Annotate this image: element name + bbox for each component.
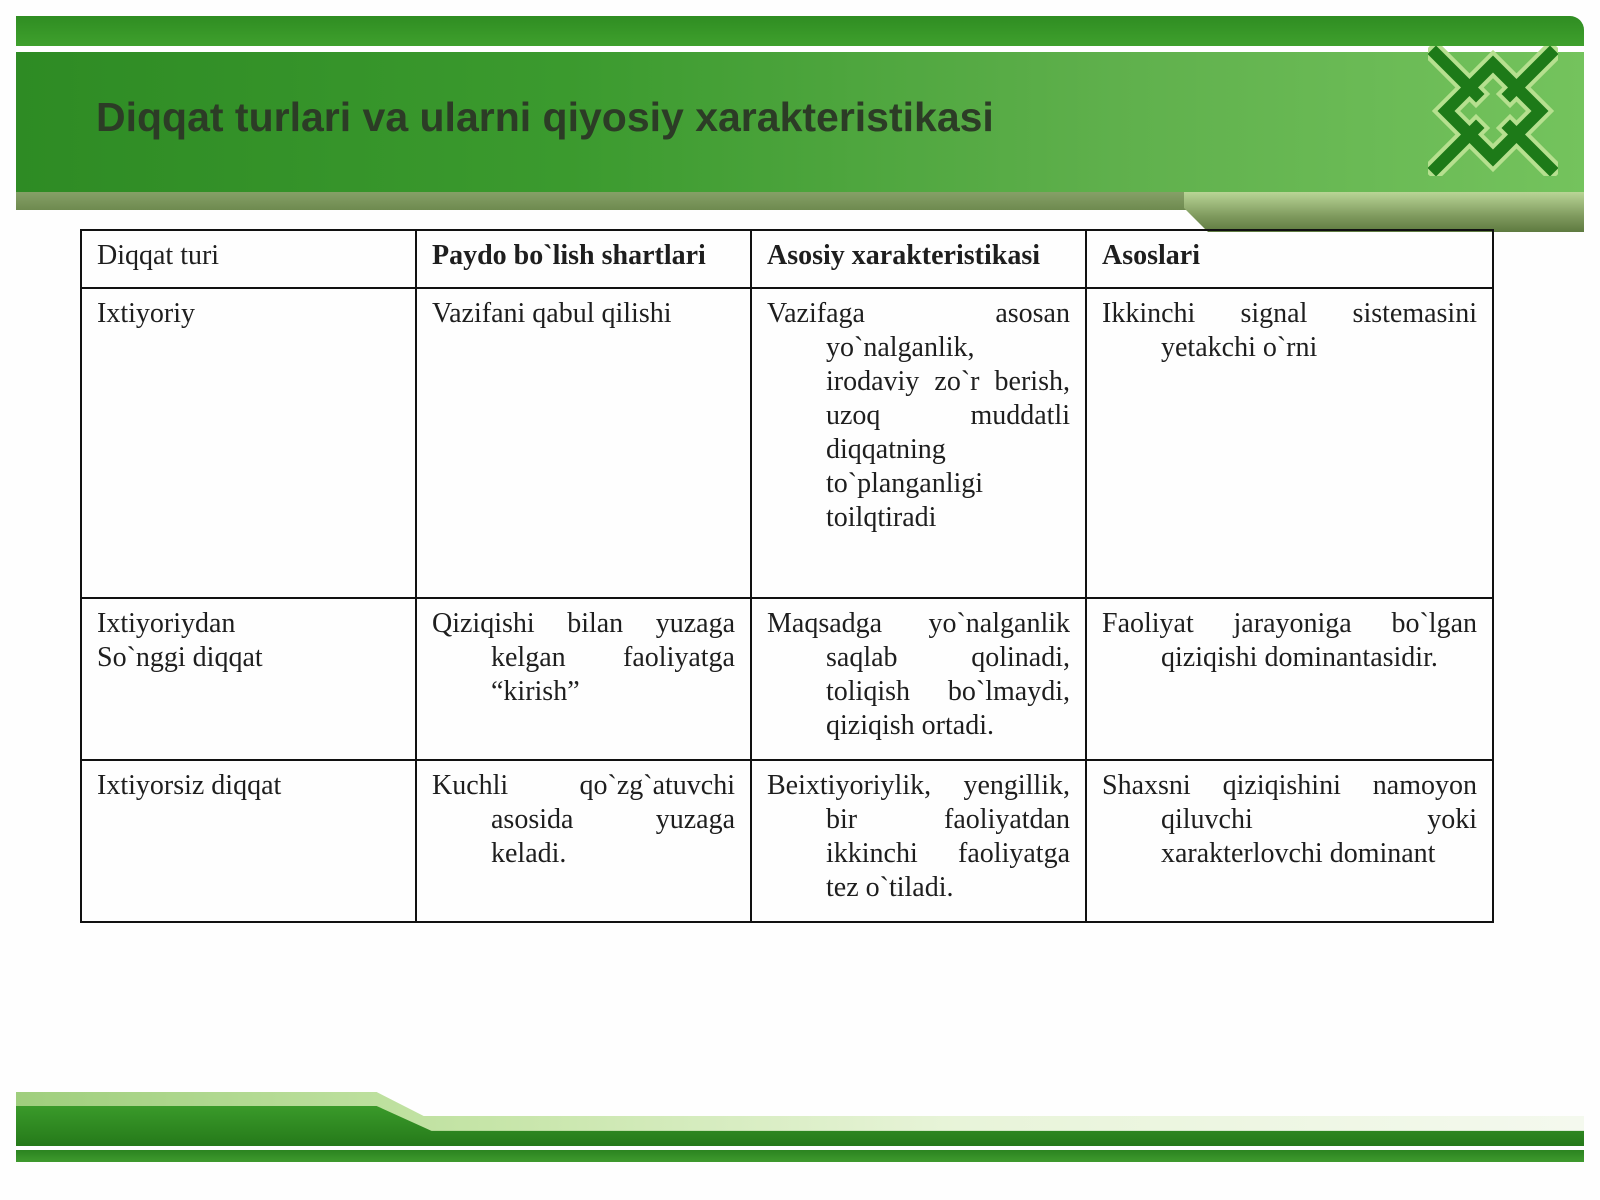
table-cell-attention-type bbox=[81, 760, 416, 922]
cell-text: Ikkinchi signal sistemasini yetakchi o`rni bbox=[1102, 298, 1477, 363]
interlaced-square-knot-icon bbox=[1428, 46, 1558, 176]
table-row bbox=[81, 288, 1493, 598]
table-cell-attention-type bbox=[81, 288, 416, 598]
table-cell-characteristics bbox=[751, 288, 1086, 598]
table-row bbox=[81, 598, 1493, 760]
column-header-attention-type: Diqqat turi bbox=[81, 230, 416, 288]
cell-text: Beixtiyoriylik, yengillik, bir faoliyatdan ikkinchi faoliyatga tez o`tiladi. bbox=[767, 770, 1070, 903]
cell-text: Maqsadga yo`nalganlik saqlab qolinadi, toliqish bo`lmaydi, qiziqish ortadi. bbox=[767, 608, 1070, 741]
footer-banner bbox=[16, 1092, 1584, 1172]
header-top-stripe bbox=[16, 16, 1584, 46]
table-cell-conditions bbox=[416, 760, 751, 922]
slide-title: Diqqat turlari va ularni qiyosiy xarakteristikasi bbox=[96, 94, 994, 140]
table-cell-foundations bbox=[1086, 288, 1493, 598]
table-header-row bbox=[81, 230, 1493, 288]
header-banner bbox=[16, 16, 1584, 216]
table-cell-conditions bbox=[416, 288, 751, 598]
footer-bottom-stripe bbox=[16, 1150, 1584, 1162]
table-cell-foundations bbox=[1086, 598, 1493, 760]
cell-text: Vazifaga asosan yo`nalganlik, irodaviy zo`r berish, uzoq muddatli diqqatning to`planganligi toilqtiradi bbox=[767, 298, 1070, 533]
cell-text: Kuchli qo`zg`atuvchi asosida yuzaga keladi. bbox=[432, 770, 735, 869]
cell-text: Faoliyat jarayoniga bo`lgan qiziqishi dominantasidir. bbox=[1102, 608, 1477, 673]
table-cell-conditions bbox=[416, 598, 751, 760]
table-cell-characteristics bbox=[751, 760, 1086, 922]
column-header-conditions: Paydo bo`lish shartlari bbox=[416, 230, 751, 288]
comparison-table bbox=[80, 229, 1494, 923]
comparison-table-container bbox=[80, 229, 1492, 923]
cell-text: Vazifani qabul qilishi bbox=[432, 298, 672, 329]
column-header-characteristics: Asosiy xarakteristikasi bbox=[751, 230, 1086, 288]
header-accent-lip bbox=[1184, 192, 1584, 232]
table-cell-attention-type bbox=[81, 598, 416, 760]
table-row bbox=[81, 760, 1493, 922]
cell-text: Shaxsni qiziqishini namoyon qiluvchi yoki xarakterlovchi dominant bbox=[1102, 770, 1477, 869]
table-cell-foundations bbox=[1086, 760, 1493, 922]
cell-text: Qiziqishi bilan yuzaga kelgan faoliyatga “kirish” bbox=[432, 608, 735, 707]
cell-text: Ixtiyorsiz diqqat bbox=[97, 770, 282, 801]
column-header-foundations: Asoslari bbox=[1086, 230, 1493, 288]
cell-text: Ixtiyoriydan So`nggi diqqat bbox=[97, 608, 263, 673]
cell-text: Ixtiyoriy bbox=[97, 298, 195, 329]
table-cell-characteristics bbox=[751, 598, 1086, 760]
